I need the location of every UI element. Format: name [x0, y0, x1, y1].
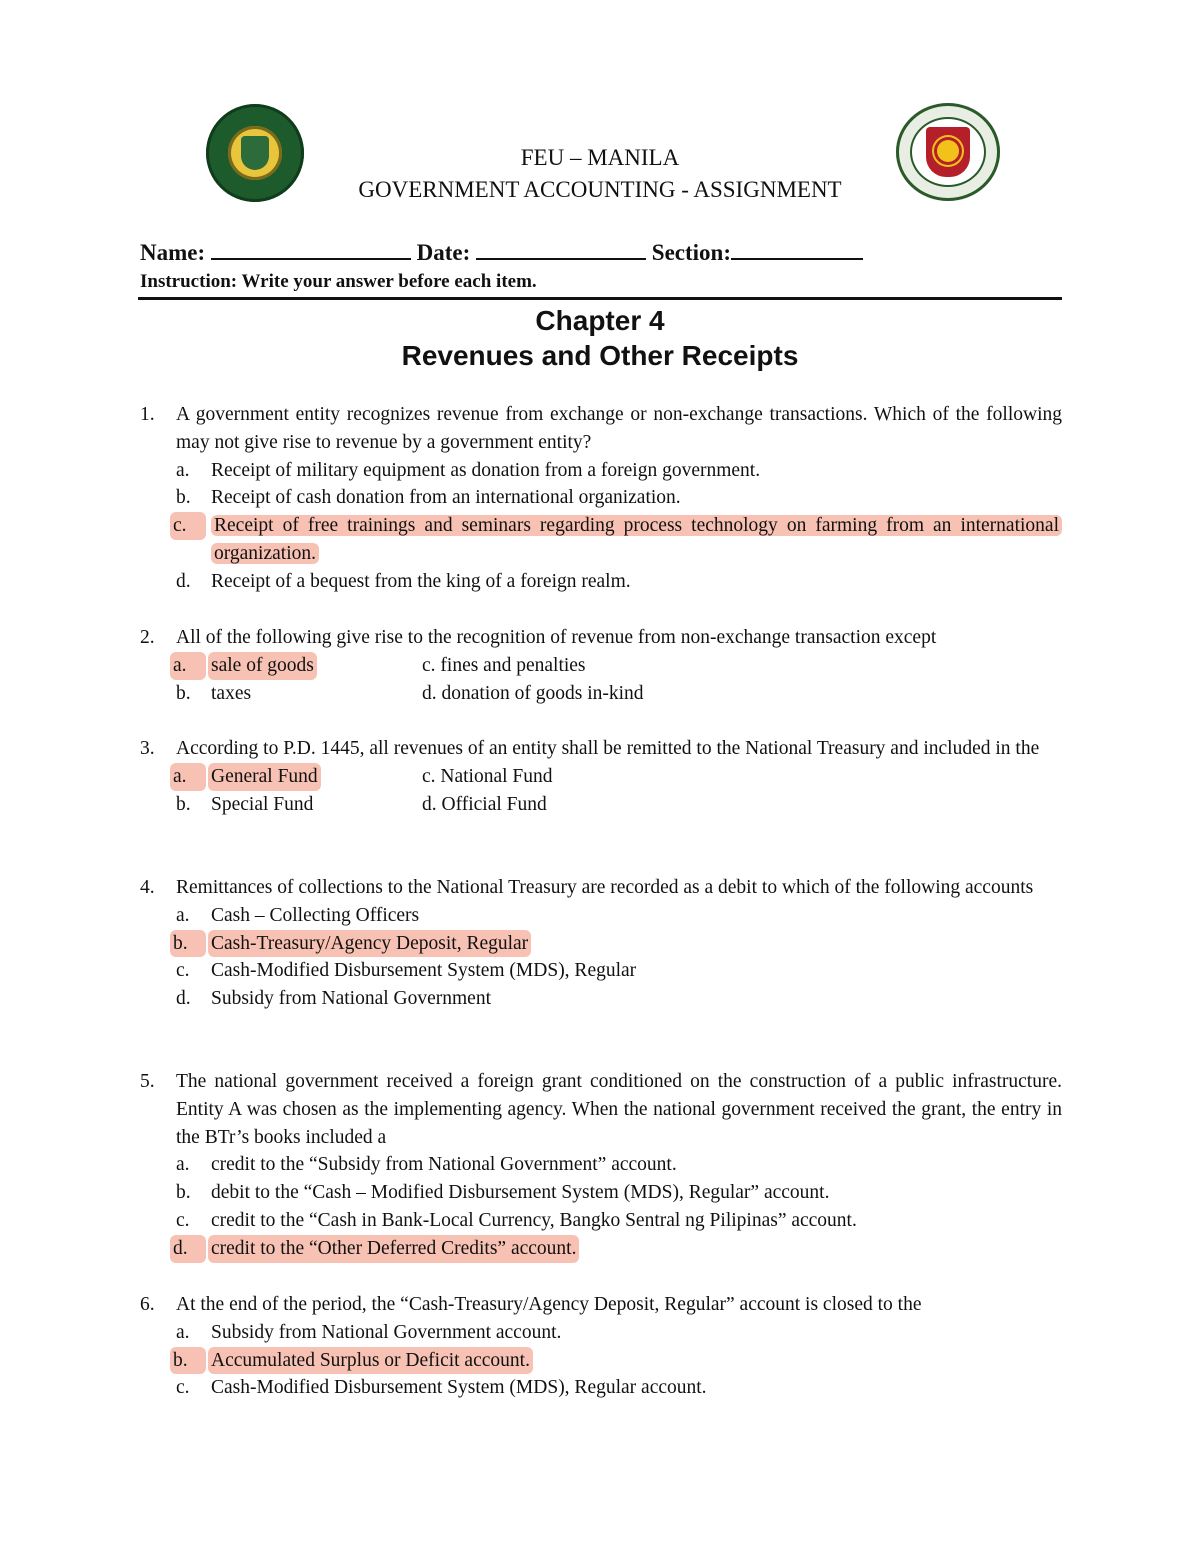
option-row-1 [173, 652, 1062, 680]
option-letter: a. [176, 904, 190, 926]
option-letter: b. [176, 487, 191, 509]
option-row-2 [176, 680, 1062, 708]
question-stem: The national government received a foreign grant conditioned on the construction of a public infrastructure. Entity A was chosen as the implementing agency. When the national government received the grant, the entry in the BTr’s books included a [176, 1071, 1062, 1148]
option-b-selected[interactable] [173, 1347, 1062, 1375]
question-2 [140, 624, 1062, 707]
question-number: 2. [140, 627, 155, 648]
option-text: Receipt of cash donation from an international organization. [211, 487, 681, 509]
question-stem: A government entity recognizes revenue from exchange or non-exchange transactions. Which of the following may not give rise to revenue by a government entity? [176, 404, 1062, 453]
header-institution: FEU – MANILA [520, 145, 680, 170]
question-number: 6. [140, 1294, 155, 1315]
option-a-text-selected[interactable]: sale of goods [208, 652, 317, 680]
option-d[interactable] [176, 985, 1062, 1013]
option-letter: c. [176, 1377, 190, 1399]
option-letter: b. [170, 1347, 206, 1375]
option-letter: c. [176, 1209, 190, 1231]
section-blank[interactable] [731, 240, 863, 260]
option-letter: d. [176, 570, 191, 592]
option-a-text-selected[interactable]: General Fund [208, 763, 321, 791]
header-course-title: GOVERNMENT ACCOUNTING - ASSIGNMENT [358, 177, 842, 202]
option-d-text[interactable]: d. donation of goods in-kind [422, 682, 644, 704]
question-stem: At the end of the period, the “Cash-Treasury/Agency Deposit, Regular” account is closed to the [176, 1294, 922, 1315]
option-text: Receipt of a bequest from the king of a foreign realm. [211, 570, 631, 592]
option-row-1 [173, 763, 1062, 791]
option-letter: c. [176, 960, 190, 982]
option-letter[interactable]: a. [170, 652, 206, 680]
option-text: Subsidy from National Government [211, 988, 491, 1010]
option-a[interactable] [176, 1319, 1062, 1347]
option-letter[interactable]: a. [170, 763, 206, 791]
date-blank[interactable] [476, 240, 646, 260]
chapter-number: Chapter 4 [535, 305, 665, 336]
option-b[interactable] [176, 1179, 1062, 1207]
option-c[interactable] [176, 1374, 1062, 1402]
question-stem: All of the following give rise to the recognition of revenue from non-exchange transaction except [176, 627, 937, 648]
option-letter: b. [176, 793, 191, 815]
instruction-text: Instruction: Write your answer before each item. [140, 271, 537, 292]
option-letter: b. [170, 930, 206, 958]
option-text: credit to the “Cash in Bank-Local Currency, Bangko Sentral ng Pilipinas” account. [211, 1209, 857, 1231]
option-letter: a. [176, 1321, 190, 1343]
option-c[interactable] [176, 1207, 1062, 1235]
question-number: 1. [140, 404, 155, 425]
option-b-text[interactable]: taxes [211, 682, 252, 704]
name-label: Name: [140, 240, 206, 265]
option-c-text[interactable]: c. National Fund [422, 765, 553, 787]
section-label: Section: [651, 240, 731, 265]
option-letter: d. [170, 1235, 206, 1263]
option-c[interactable] [176, 957, 1062, 985]
student-info-fields [140, 240, 863, 266]
option-text: Cash-Modified Disbursement System (MDS), Regular [211, 960, 637, 982]
question-1 [140, 401, 1062, 596]
question-stem: Remittances of collections to the National Treasury are recorded as a debit to which of the following accounts [176, 877, 1034, 898]
option-letter: b. [176, 1182, 191, 1204]
option-d[interactable] [176, 568, 1062, 596]
option-letter: b. [176, 682, 191, 704]
option-text: Cash-Modified Disbursement System (MDS), Regular account. [211, 1377, 707, 1399]
option-text: Cash-Treasury/Agency Deposit, Regular [208, 930, 531, 958]
option-text: debit to the “Cash – Modified Disbursement System (MDS), Regular” account. [211, 1182, 830, 1204]
question-number: 5. [140, 1071, 155, 1092]
option-a[interactable] [176, 902, 1062, 930]
question-stem: According to P.D. 1445, all revenues of an entity shall be remitted to the National Treasury and included in the [176, 738, 1040, 759]
question-number: 3. [140, 738, 155, 759]
question-3 [140, 735, 1062, 818]
option-text: Receipt of free trainings and seminars regarding process technology on farming from an international organization. [211, 515, 1062, 564]
option-text: credit to the “Subsidy from National Government” account. [211, 1154, 677, 1176]
option-b[interactable] [176, 484, 1062, 512]
option-letter: d. [176, 988, 191, 1010]
option-row-2 [176, 791, 1062, 819]
option-text: credit to the “Other Deferred Credits” account. [208, 1235, 579, 1263]
option-b-selected[interactable] [173, 930, 1062, 958]
question-6 [140, 1291, 1062, 1402]
question-5 [140, 1068, 1062, 1263]
option-text: Cash – Collecting Officers [211, 904, 420, 926]
option-letter: c. [170, 512, 206, 540]
name-blank[interactable] [211, 240, 411, 260]
chapter-title: Revenues and Other Receipts [401, 340, 799, 371]
option-c-selected[interactable] [173, 512, 1062, 568]
option-a[interactable] [176, 457, 1062, 485]
question-number: 4. [140, 877, 155, 898]
option-letter: a. [176, 459, 190, 481]
option-c-text[interactable]: c. fines and penalties [422, 654, 586, 676]
option-letter: a. [176, 1154, 190, 1176]
option-a[interactable] [176, 1151, 1062, 1179]
option-text: Accumulated Surplus or Deficit account. [208, 1347, 533, 1375]
question-4 [140, 874, 1062, 1013]
option-text: Subsidy from National Government account. [211, 1321, 562, 1343]
option-d-selected[interactable] [173, 1235, 1062, 1263]
option-text: Receipt of military equipment as donation from a foreign government. [211, 459, 761, 481]
option-d-text[interactable]: d. Official Fund [422, 793, 547, 815]
header-divider [138, 297, 1062, 300]
option-b-text[interactable]: Special Fund [211, 793, 314, 815]
date-label: Date: [416, 240, 471, 265]
